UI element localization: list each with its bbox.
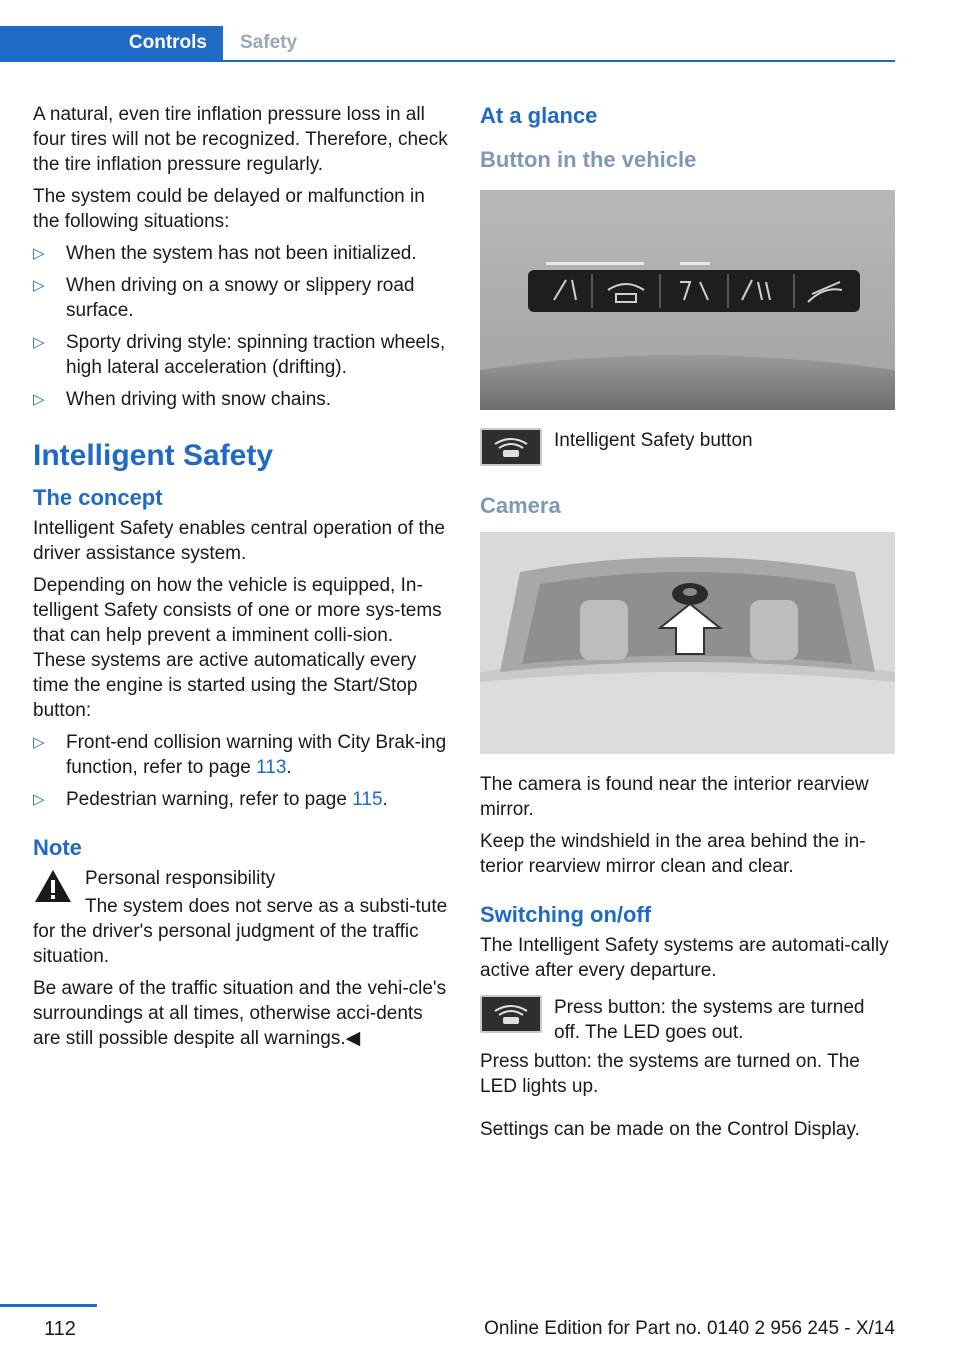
list-item: ▷ When the system has not been initialized. [33,243,417,264]
paragraph: The camera is found near the interior rearview mirror. [480,774,869,820]
right-column [480,102,895,1149]
camera-heading: Camera [480,493,561,518]
paragraph: Be aware of the traffic situation and the vehi‐cle's surroundings at all times, otherwise acci‐dents are still possible despite all warnings.◀ [33,978,447,1049]
list-item: ▷ Pedestrian warning, refer to page 115. [33,789,388,810]
page-link-115[interactable]: 115 [352,789,383,810]
intelligent-safety-button-icon [480,428,542,466]
paragraph: Settings can be made on the Control Display. [480,1119,860,1140]
list-item: ▷ When driving on a snowy or slippery road surface. [33,275,415,321]
paragraph: The system does not serve as a substi‐tute for the driver's personal judgment of the traffic situation. [33,896,448,967]
page-number: 112 [44,1318,76,1340]
switch-heading: Switching on/off [480,902,652,927]
glance-heading: At a glance [480,103,598,128]
bullet-triangle-icon: ▷ [33,277,45,294]
camera-location-image [480,532,895,754]
paragraph: Press button: the systems are turned on. The LED lights up. [480,1051,860,1097]
note-heading-text: Personal responsibility [85,868,276,889]
bullet-triangle-icon: ▷ [33,334,45,351]
paragraph: Depending on how the vehicle is equipped, In‐telligent Safety consists of one or more sys‐tems that can help prevent a imminent colli‐sion. These systems are active automatically every time the engine is started using the Start/Stop button: [33,575,442,721]
switch-off-text: Press button: the systems are turned off. The LED goes out. [554,997,865,1043]
edition-footer: Online Edition for Part no. 0140 2 956 245 - X/14 [484,1318,895,1339]
list-item: ▷ Front-end collision warning with City Brak‐ing function, refer to page 113. [33,732,447,778]
button-panel-image [480,190,895,410]
note-heading: Note [33,835,82,860]
button-heading: Button in the vehicle [480,147,697,172]
button-caption-row [480,428,895,466]
tab-underline [0,60,895,62]
bullet-triangle-icon: ▷ [33,791,45,808]
concept-heading: The concept [33,485,163,510]
chapter-tabs [0,26,895,62]
paragraph: A natural, even tire inflation pressure loss in all four tires will not be recognized. Therefore, check the tire inflation pressure regularly. [33,104,448,175]
left-column [33,102,448,1058]
paragraph: Keep the windshield in the area behind the in‐terior rearview mirror clean and clear. [480,831,866,877]
warning-triangle-icon [33,868,73,904]
paragraph: The system could be delayed or malfunction in the following situations: [33,186,425,232]
bullet-triangle-icon: ▷ [33,734,45,751]
bullet-triangle-icon: ▷ [33,391,45,408]
bullet-triangle-icon: ▷ [33,245,45,262]
tab-safety[interactable]: Safety [240,32,298,53]
paragraph: The Intelligent Safety systems are automati‐cally active after every departure. [480,935,889,981]
paragraph: Intelligent Safety enables central operation of the driver assistance system. [33,518,445,564]
section-title: Intelligent Safety [33,439,274,472]
switch-off-row [480,995,895,1045]
button-caption: Intelligent Safety button [554,430,753,451]
footer-rule [0,1304,97,1307]
list-item: ▷ When driving with snow chains. [33,389,332,410]
intelligent-safety-button-icon [480,995,542,1033]
tab-controls[interactable]: Controls [0,26,223,60]
list-item: ▷ Sporty driving style: spinning traction wheels, high lateral acceleration (drifting). [33,332,446,378]
page-link-113[interactable]: 113 [256,757,287,778]
